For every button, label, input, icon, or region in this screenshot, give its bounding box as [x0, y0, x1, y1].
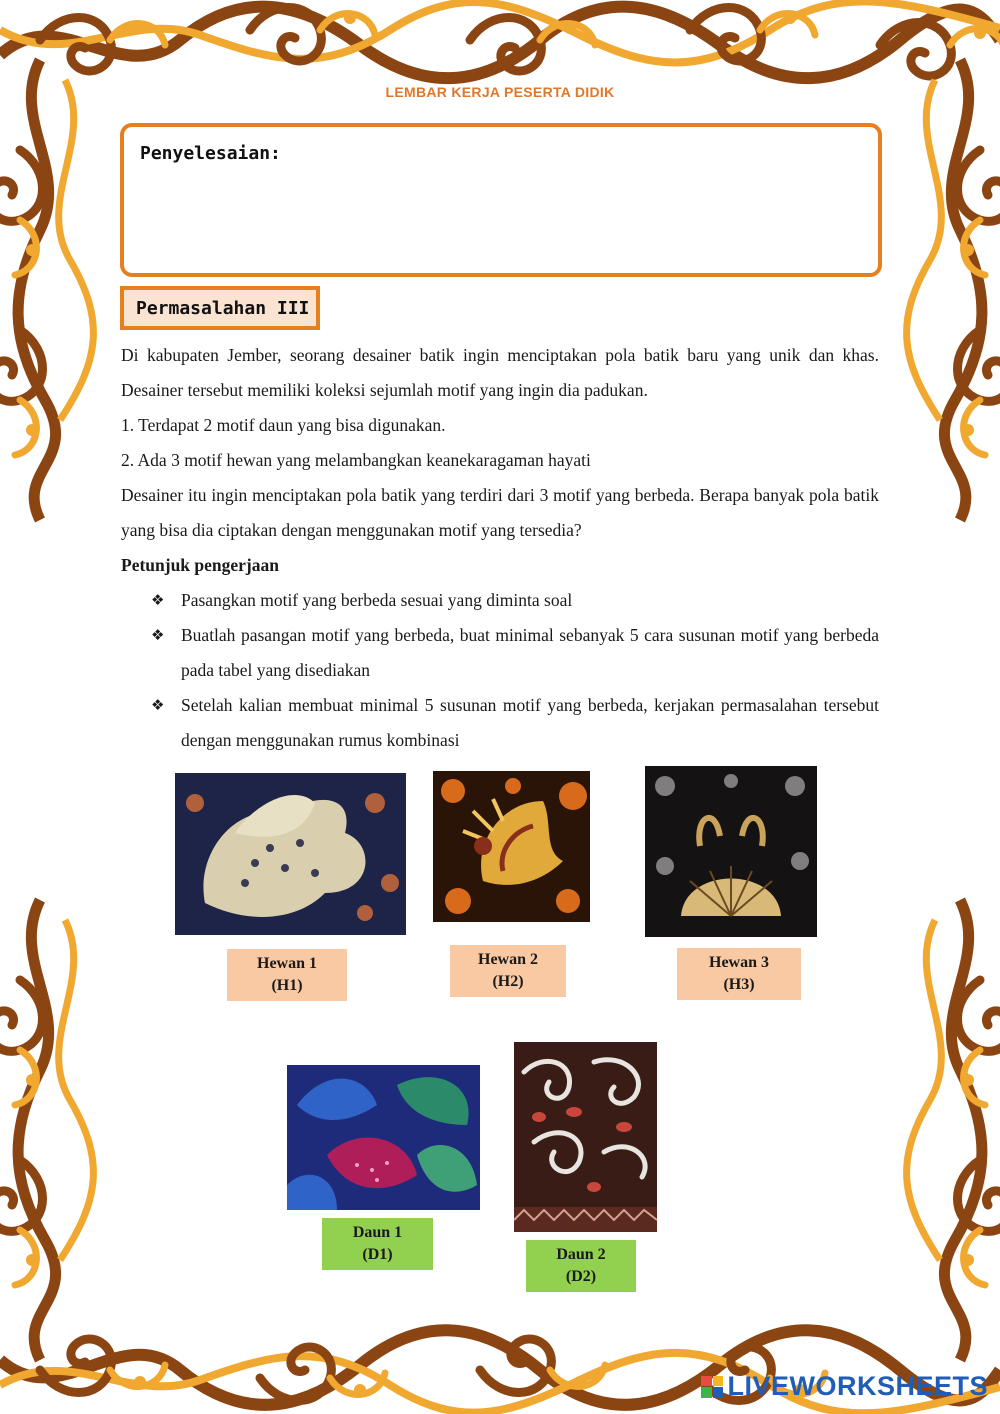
motif-image-daun-2 [514, 1042, 657, 1232]
motif-label-hewan-2 [450, 945, 566, 997]
list-item [121, 688, 879, 758]
motif-code: (H3) [723, 976, 755, 993]
motif-name: Hewan 2 [478, 951, 538, 968]
page-title: LEMBAR KERJA PESERTA DIDIK [385, 84, 615, 100]
problem-question: Desainer itu ingin menciptakan pola batik yang terdiri dari 3 motif yang berbeda. Berapa banyak pola batik yang bisa dia ciptakan dengan menggunakan motif yang tersedia? [121, 485, 879, 540]
motif-image-hewan-1 [175, 773, 406, 935]
motif-image-daun-1 [287, 1065, 480, 1210]
answer-label: Penyelesaian: [140, 143, 281, 164]
motif-code: (D1) [362, 1246, 393, 1263]
problem-tag-label: Permasalahan III [136, 297, 310, 319]
motif-label-hewan-3 [677, 948, 801, 1000]
list-item [121, 583, 879, 618]
diamond-bullet-icon: ❖ [151, 696, 165, 714]
problem-item: 1. Terdapat 2 motif daun yang bisa digunakan. [121, 415, 446, 435]
motif-name: Hewan 1 [257, 955, 317, 972]
answer-box[interactable] [120, 123, 882, 277]
motif-name: Daun 2 [556, 1246, 606, 1263]
instruction-text: Buatlah pasangan motif yang berbeda, buat minimal sebanyak 5 cara susunan motif yang berbeda pada tabel yang disediakan [181, 625, 879, 680]
motif-name: Hewan 3 [709, 954, 769, 971]
motif-code: (H1) [271, 977, 303, 994]
motif-label-hewan-1 [227, 949, 347, 1001]
liveworksheets-logo [701, 1371, 988, 1402]
butterfly-batik-icon [175, 773, 406, 935]
vine-batik-icon [514, 1042, 657, 1232]
motif-image-hewan-2 [433, 771, 590, 922]
phoenix-batik-icon [433, 771, 590, 922]
problem-content [121, 338, 879, 758]
brand-grid-icon [701, 1376, 723, 1398]
instruction-text: Pasangkan motif yang berbeda sesuai yang diminta soal [181, 590, 573, 610]
motif-label-daun-1 [322, 1218, 433, 1270]
instructions-list [121, 583, 879, 758]
brand-text: LIVEWORKSHEETS [727, 1371, 988, 1401]
peacock-batik-icon [645, 766, 817, 937]
motif-image-hewan-3 [645, 766, 817, 937]
instruction-text: Setelah kalian membuat minimal 5 susunan motif yang berbeda, kerjakan permasalahan tersebut dengan menggunakan rumus kombinasi [181, 695, 879, 750]
motif-label-daun-2 [526, 1240, 636, 1292]
motif-name: Daun 1 [352, 1224, 403, 1241]
leaf-batik-icon [287, 1065, 480, 1210]
diamond-bullet-icon: ❖ [151, 626, 165, 644]
problem-intro: Di kabupaten Jember, seorang desainer batik ingin menciptakan pola batik baru yang unik dan khas. Desainer tersebut memiliki koleksi sejumlah motif yang ingin dia padukan. [121, 345, 879, 400]
list-item [121, 618, 879, 688]
problem-item: 2. Ada 3 motif hewan yang melambangkan keanekaragaman hayati [121, 450, 591, 470]
problem-tag [120, 286, 320, 330]
diamond-bullet-icon: ❖ [151, 591, 165, 609]
motif-code: (D2) [565, 1268, 597, 1285]
motif-code: (H2) [492, 973, 524, 990]
instructions-heading: Petunjuk pengerjaan [121, 555, 279, 575]
